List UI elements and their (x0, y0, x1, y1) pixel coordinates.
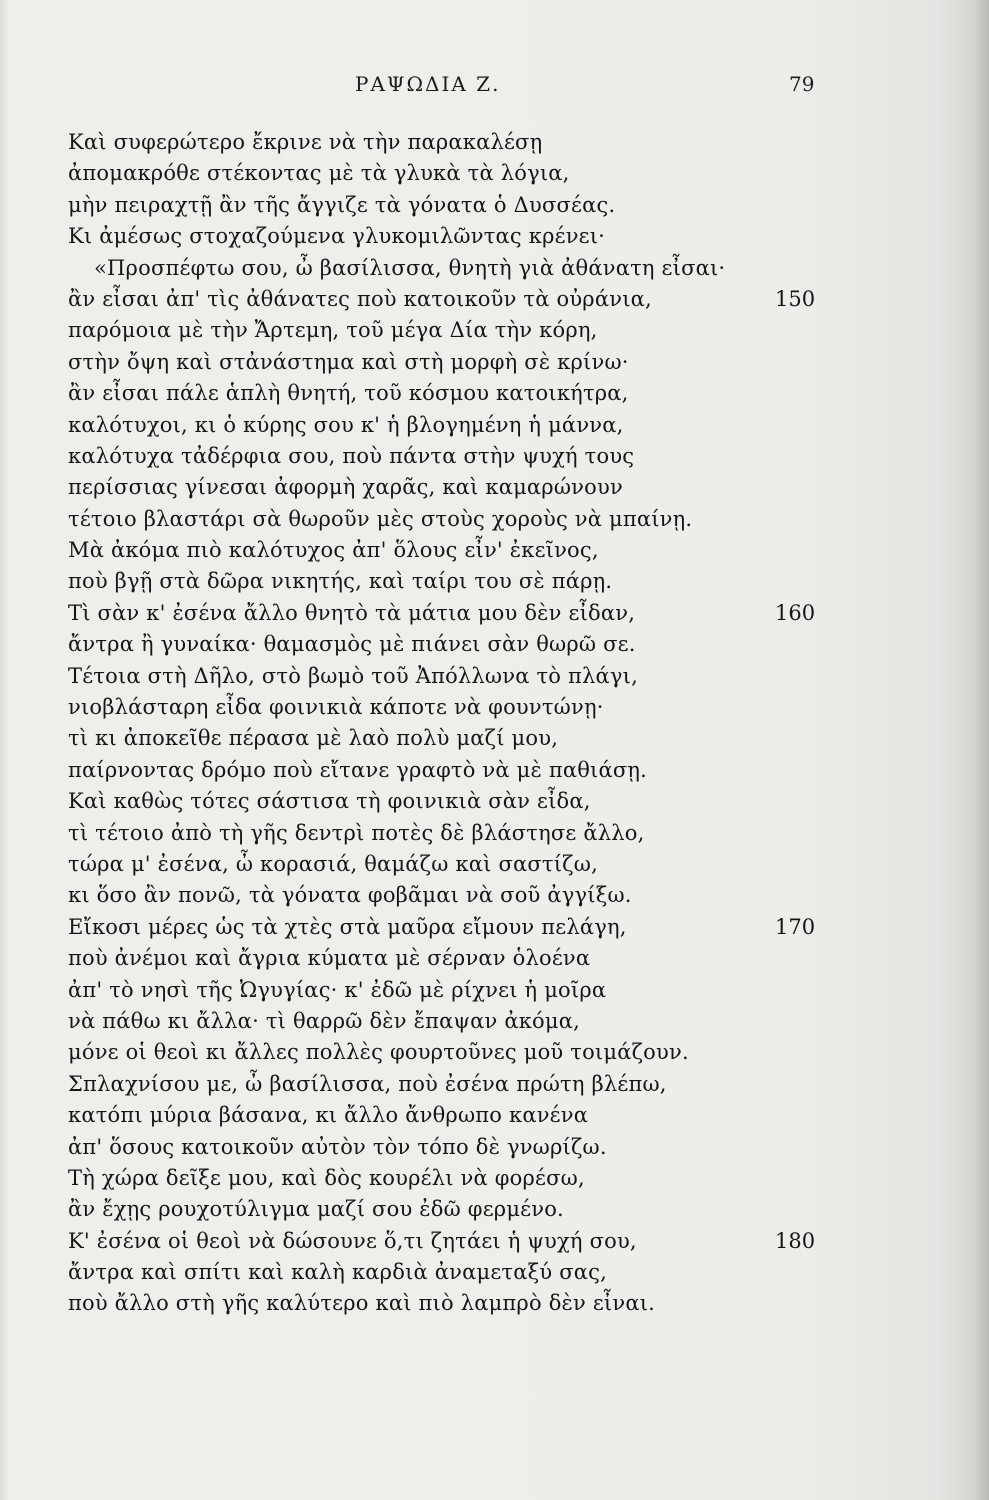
page-number: 79 (789, 72, 815, 96)
verse-line (68, 975, 828, 1006)
verse-text: παρόμοια μὲ τὴν Ἄρτεμη, τοῦ μέγα Δία τὴν κόρη, (68, 318, 598, 343)
verse-line (68, 1288, 828, 1319)
verse-text: περίσσιας γίνεσαι ἀφορμὴ χαρᾶς, καὶ καμαρώνουν (68, 475, 623, 500)
verse-text: στὴν ὄψη καὶ στἀνάστημα καὶ στὴ μορφὴ σὲ κρίνω· (68, 349, 629, 374)
verse-text: Μὰ ἀκόμα πιὸ καλότυχος ἀπ' ὅλους εἶν' ἐκεῖνος, (68, 538, 599, 563)
verse-line (68, 472, 828, 503)
verse-line (68, 1132, 828, 1163)
verse-line (68, 755, 828, 786)
verse-text: ποὺ βγῇ στὰ δῶρα νικητής, καὶ ταίρι του σὲ πάρῃ. (68, 569, 613, 594)
verse-text: Εἴκοσι μέρες ὡς τὰ χτὲς στὰ μαῦρα εἴμουν πελάγη, (68, 914, 627, 939)
line-number: 150 (775, 286, 816, 311)
line-number: 180 (775, 1228, 816, 1253)
verse-text: νὰ πάθω κι ἄλλα· τὶ θαρρῶ δὲν ἔπαψαν ἀκόμα, (68, 1008, 581, 1033)
line-number: 170 (775, 914, 816, 939)
running-title: ΡΑΨΩΔΙΑ Ζ. (355, 72, 501, 96)
verse-text: Τὶ σὰν κ' ἐσένα ἄλλο θνητὸ τὰ μάτια μου δὲν εἶδαν, (68, 600, 636, 625)
verse-text: ἂν εἶσαι ἀπ' τὶς ἀθάνατες ποὺ κατοικοῦν τὰ οὐράνια, (68, 286, 652, 311)
verse-line (68, 943, 828, 974)
verse-line (68, 629, 828, 660)
verse-text: ἂν εἶσαι πάλε ἁπλὴ θνητή, τοῦ κόσμου κατοικήτρα, (68, 381, 629, 406)
verse-text: Τὴ χώρα δεῖξε μου, καὶ δὸς κουρέλι νὰ φορέσω, (68, 1165, 585, 1190)
verse-line (68, 190, 828, 221)
verse-line (68, 818, 828, 849)
verse-line (68, 535, 828, 566)
verse-text: Κ' ἐσένα οἱ θεοὶ νὰ δώσουνε ὅ,τι ζητάει ἡ ψυχή σου, (68, 1228, 637, 1253)
verse-line (68, 253, 828, 284)
verse-text: καλότυχοι, κι ὁ κύρης σου κ' ἡ βλογημένη ἡ μάννα, (68, 412, 624, 437)
verse-text: τὶ τέτοιο ἀπὸ τὴ γῆς δεντρὶ ποτὲς δὲ βλάστησε ἄλλο, (68, 820, 645, 845)
verse-line (68, 1069, 828, 1100)
verse-line (68, 1194, 828, 1225)
verse-line (68, 566, 828, 597)
verse-text: Καὶ συφερώτερο ἔκρινε νὰ τὴν παρακαλέσῃ (68, 130, 543, 154)
verse-text: τὶ κι ἀποκεῖθε πέρασα μὲ λαὸ πολὺ μαζί μου, (68, 726, 559, 751)
verse-line (68, 1163, 828, 1194)
verse-line (68, 1100, 828, 1131)
verse-line (68, 692, 828, 723)
verse-line (68, 441, 828, 472)
verse-text: «Προσπέφτω σου, ὦ βασίλισσα, θνητὴ γιὰ ἀθάνατη εἶσαι· (94, 255, 726, 280)
page-left-edge (0, 0, 8, 1500)
page-right-edge (975, 0, 989, 1500)
verse-line (68, 912, 828, 943)
verse-text: ἀπ' ὅσους κατοικοῦν αὐτὸν τὸν τόπο δὲ γνωρίζω. (68, 1134, 607, 1159)
verse-block (68, 127, 828, 1320)
verse-line (68, 410, 828, 441)
verse-line (68, 127, 828, 158)
verse-line (68, 221, 828, 252)
verse-text: ἄντρα ἢ γυναίκα· θαμασμὸς μὲ πιάνει σὰν θωρῶ σε. (68, 632, 636, 657)
verse-text: παίρνοντας δρόμο ποὺ εἴτανε γραφτὸ νὰ μὲ παθιάσῃ. (68, 757, 648, 782)
verse-line (68, 504, 828, 535)
verse-text: κατόπι μύρια βάσανα, κι ἄλλο ἄνθρωπο κανένα (68, 1103, 589, 1128)
verse-line (68, 880, 828, 911)
verse-line (68, 598, 828, 629)
verse-line (68, 315, 828, 346)
verse-line (68, 1037, 828, 1068)
verse-text: Σπλαχνίσου με, ὦ βασίλισσα, ποὺ ἐσένα πρώτη βλέπω, (68, 1071, 667, 1096)
verse-text: ἀπ' τὸ νησὶ τῆς Ὠγυγίας· κ' ἐδῶ μὲ ρίχνει ἡ μοῖρα (68, 977, 607, 1002)
verse-text: Καὶ καθὼς τότες σάστισα τὴ φοινικιὰ σὰν εἶδα, (68, 789, 591, 814)
verse-text: ἀπομακρόθε στέκοντας μὲ τὰ γλυκὰ τὰ λόγια, (68, 161, 570, 186)
verse-text: μὴν πειραχτῇ ἂν τῆς ἄγγιζε τὰ γόνατα ὁ Δυσσέας. (68, 192, 616, 217)
verse-line (68, 849, 828, 880)
verse-text: μόνε οἱ θεοὶ κι ἄλλες πολλὲς φουρτοῦνες μοῦ τοιμάζουν. (68, 1040, 689, 1065)
verse-text: τώρα μ' ἐσένα, ὦ κορασιά, θαμάζω καὶ σαστίζω, (68, 851, 598, 876)
verse-line (68, 661, 828, 692)
verse-text: κι ὅσο ἂν πονῶ, τὰ γόνατα φοβᾶμαι νὰ σοῦ ἀγγίξω. (68, 883, 632, 908)
line-number: 160 (775, 600, 816, 625)
verse-line (68, 284, 828, 315)
verse-line (68, 1006, 828, 1037)
verse-line (68, 723, 828, 754)
verse-text: καλότυχα τἀδέρφια σου, ποὺ πάντα στὴν ψυχή τους (68, 443, 635, 468)
verse-line (68, 158, 828, 189)
page-header (0, 72, 989, 102)
verse-line (68, 378, 828, 409)
verse-text: Τέτοια στὴ Δῆλο, στὸ βωμὸ τοῦ Ἀπόλλωνα τὸ πλάγι, (68, 663, 638, 688)
verse-text: τέτοιο βλαστάρι σὰ θωροῦν μὲς στοὺς χοροὺς νὰ μπαίνῃ. (68, 506, 693, 531)
verse-text: ποὺ ἀνέμοι καὶ ἄγρια κύματα μὲ σέρναν ὁλοένα (68, 946, 591, 971)
verse-text: Κι ἀμέσως στοχαζούμενα γλυκομιλῶντας κρένει· (68, 224, 606, 249)
verse-text: ἄντρα καὶ σπίτι καὶ καλὴ καρδιὰ ἀναμεταξύ σας, (68, 1260, 607, 1285)
verse-line (68, 347, 828, 378)
verse-text: ποὺ ἄλλο στὴ γῆς καλύτερο καὶ πιὸ λαμπρὸ δὲν εἶναι. (68, 1291, 656, 1316)
verse-text: νιοβλάσταρη εἶδα φοινικιὰ κάποτε νὰ φουντώνῃ· (68, 695, 604, 720)
verse-line (68, 1226, 828, 1257)
verse-line (68, 1257, 828, 1288)
verse-line (68, 786, 828, 817)
verse-text: ἂν ἔχῃς ρουχοτύλιγμα μαζί σου ἐδῶ φερμένο. (68, 1197, 564, 1222)
